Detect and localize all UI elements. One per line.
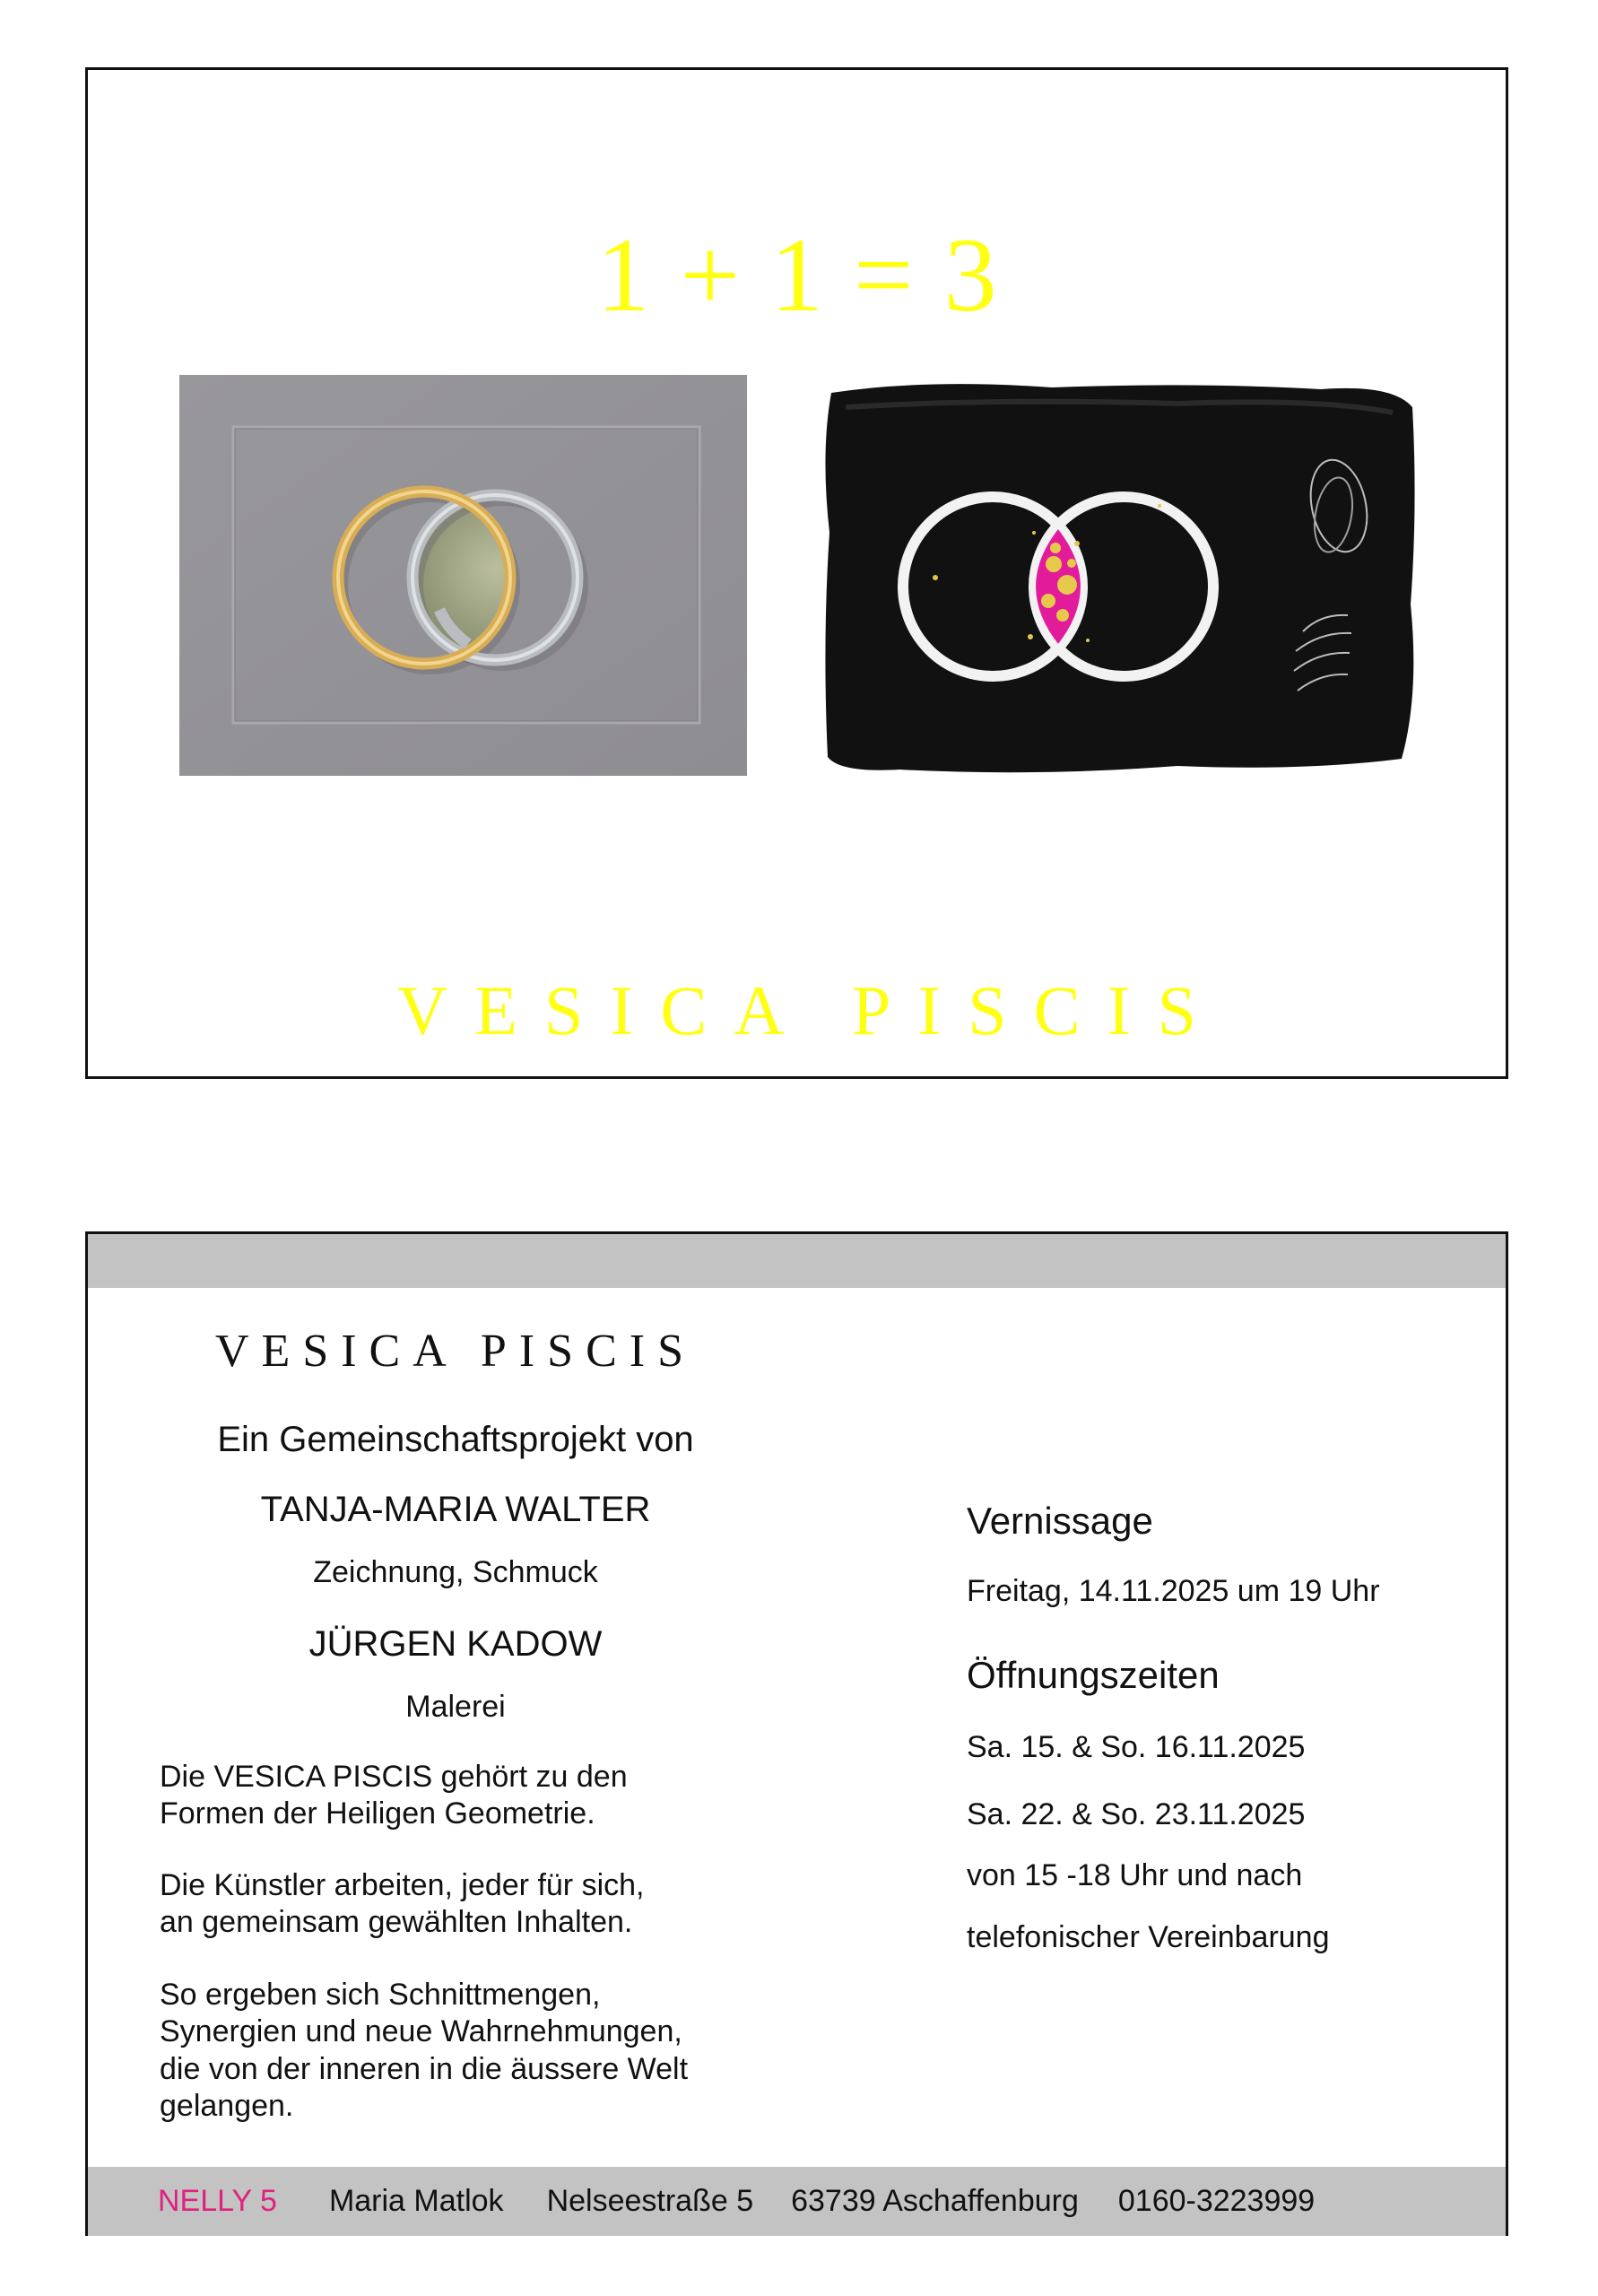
invitation-front-card [85, 67, 1508, 1079]
description-paragraph-1 [160, 1759, 769, 1833]
paragraph-line: gelangen. [160, 2089, 294, 2124]
opening-line-1: Sa. 15. & So. 16.11.2025 [967, 1730, 1306, 1764]
description-paragraph-2 [160, 1867, 769, 1942]
back-title: VESICA PISCIS [215, 1326, 696, 1377]
vernissage-date: Freitag, 14.11.2025 um 19 Uhr [967, 1574, 1380, 1608]
opening-line-2: Sa. 22. & So. 23.11.2025 [967, 1797, 1306, 1831]
paragraph-line: an gemeinsam gewählten Inhalten. [160, 1905, 633, 1940]
footer-contact [88, 2167, 1506, 2236]
opening-hours-heading: Öffnungszeiten [967, 1654, 1220, 1696]
paragraph-line: Die Künstler arbeiten, jeder für sich, [160, 1868, 645, 1902]
equation-operand-b: 1 [770, 216, 823, 334]
opening-line-3: von 15 -18 Uhr und nach [967, 1858, 1303, 1892]
gallery-owner: Maria Matlok [328, 2184, 504, 2218]
interlocking-rings-artwork [179, 375, 747, 776]
opening-line-4: telefonischer Vereinbarung [967, 1920, 1330, 1954]
paragraph-line: Synergien und neue Wahrnehmungen, [160, 2014, 682, 2049]
artist-medium-2: Malerei [405, 1690, 506, 1724]
top-grey-bar [88, 1234, 1506, 1288]
gallery-brand: NELLY 5 [158, 2184, 277, 2218]
gallery-city: 63739 Aschaffenburg [791, 2184, 1079, 2218]
front-title: VESICA PISCIS [397, 971, 1223, 1049]
equation-equals: = [854, 216, 914, 334]
gallery-phone: 0160-3223999 [1117, 2184, 1316, 2218]
paragraph-line: die von der inneren in die äussere Welt [160, 2051, 689, 2086]
equation-operand-a: 1 [596, 216, 650, 334]
description-paragraph-3 [160, 1977, 769, 2126]
project-intro: Ein Gemeinschaftsprojekt von [217, 1420, 694, 1459]
gallery-street: Nelseestraße 5 [546, 2184, 754, 2218]
equation-heading [88, 216, 1506, 334]
invitation-back-card [85, 1231, 1508, 2236]
paragraph-line: Formen der Heiligen Geometrie. [160, 1796, 595, 1831]
equation-result: 3 [943, 216, 997, 334]
artist-medium-1: Zeichnung, Schmuck [313, 1555, 598, 1589]
equation-plus: + [680, 216, 740, 334]
artist-name-1: TANJA-MARIA WALTER [260, 1490, 651, 1529]
paragraph-line: So ergeben sich Schnittmengen, [160, 1978, 601, 2012]
paragraph-line: Die VESICA PISCIS gehört zu den [160, 1760, 628, 1794]
vesica-painting-artwork [819, 371, 1420, 784]
artist-name-2: JÜRGEN KADOW [308, 1624, 603, 1664]
vernissage-heading: Vernissage [967, 1500, 1153, 1542]
